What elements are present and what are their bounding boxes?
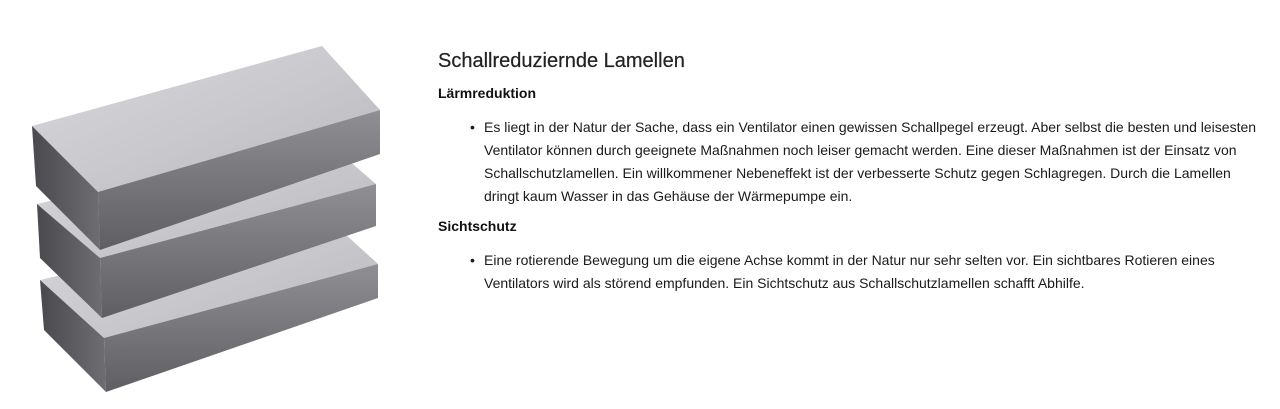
list-item xyxy=(470,249,1258,295)
list-item-text: Eine rotierende Bewegung um die eigene Achse kommt in der Natur nur sehr selten vor. Ein sichtbares Rotieren eines Ventilators wird als störend empfunden. Ein Sichtschutz aus Schallschutzlamellen schafft Abhilfe. xyxy=(484,252,1215,291)
bullet-list xyxy=(438,116,1258,208)
bullet-list xyxy=(438,249,1258,295)
list-item xyxy=(470,116,1258,208)
bullet-icon: • xyxy=(470,119,475,135)
section-heading: Sichtschutz xyxy=(438,218,517,234)
list-item-text: Es liegt in der Natur der Sache, dass ein Ventilator einen gewissen Schallpegel erzeugt. Aber selbst die besten und leisesten Ventilator können durch geeignete Maßnahmen noch leiser gemacht werden. Eine dieser Maßnahmen ist der Einsatz von Schallschutzlamellen. Ein willkommener Nebeneffekt ist der verbesserte Schutz gegen Schlagregen. Durch die Lamellen dringt kaum Wasser in das Gehäuse der Wärmepumpe ein. xyxy=(484,119,1257,204)
lamellae-illustration xyxy=(22,36,394,402)
page-title: Schallreduziernde Lamellen xyxy=(438,50,685,72)
section-heading: Lärmreduktion xyxy=(438,85,537,101)
lamellae-image xyxy=(22,36,394,402)
product-description xyxy=(438,49,1258,305)
section-laermreduktion xyxy=(438,85,1258,208)
section-sichtschutz xyxy=(438,218,1258,295)
bullet-icon: • xyxy=(470,252,475,268)
